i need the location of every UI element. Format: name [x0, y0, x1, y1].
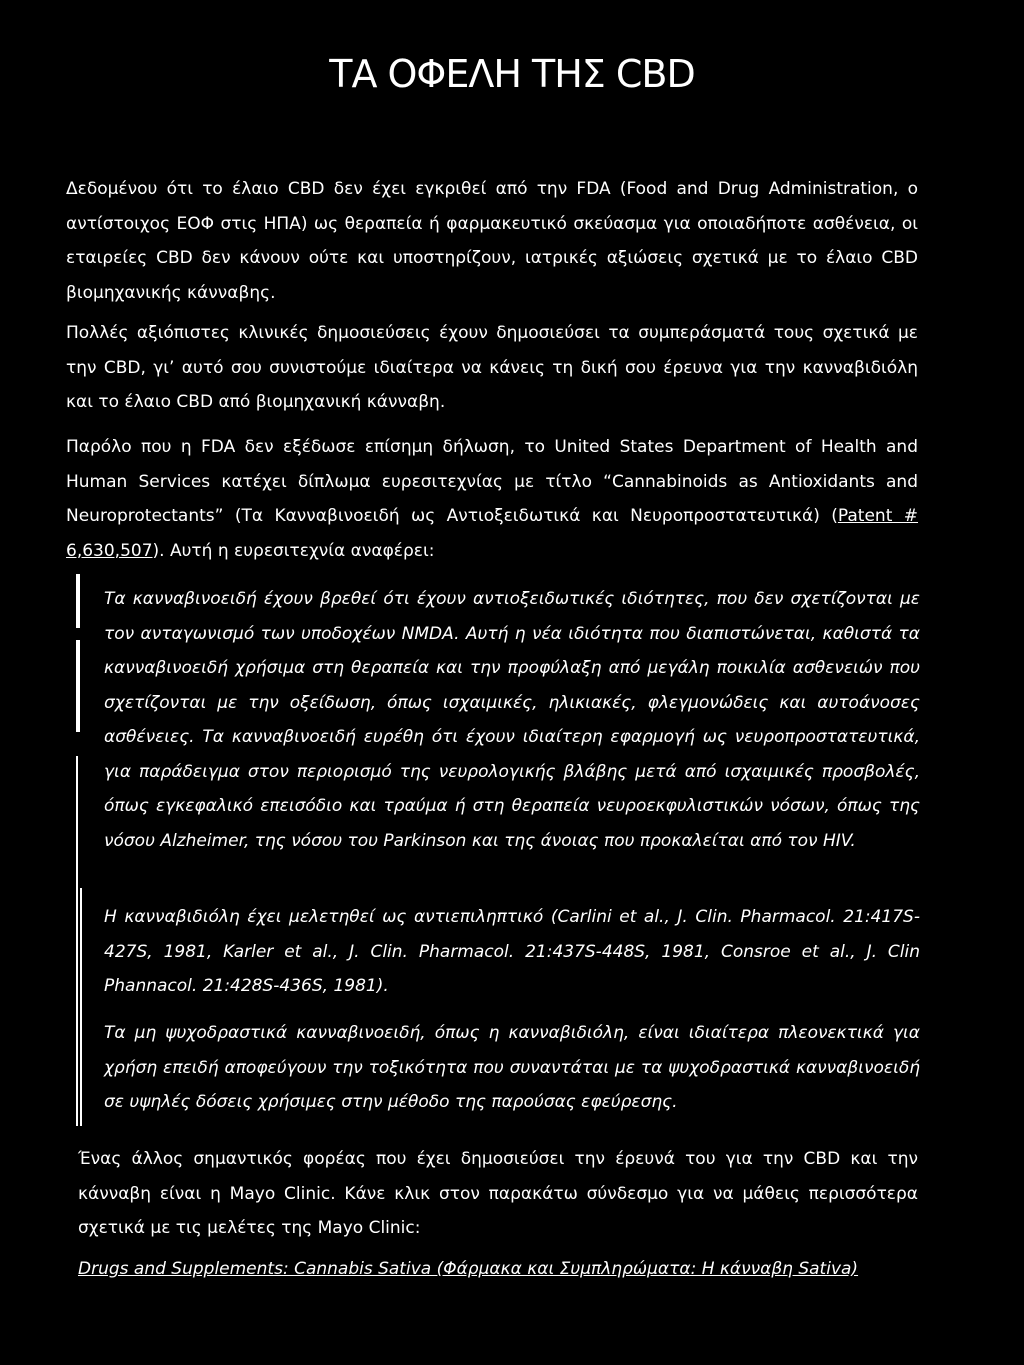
patent-quote-antiepileptic: Η κανναβιδιόλη έχει μελετηθεί ως αντιεπιληπτικό (Carlini et al., J. Clin. Pharmacol. 21:417S-427S, 1981, Karler et al., J. Clin. Pharmacol. 21:437S-448S, 1981, Consroe et al., J. Clin Phannacol. 21:428S-436S, 1981).	[104, 907, 920, 996]
intro-paragraph: Δεδομένου ότι το έλαιο CBD δεν έχει εγκριθεί από την FDA (Food and Drug Administration, ο αντίστοιχος ΕΟΦ στις ΗΠΑ) ως θεραπεία ή φαρμακευτικό σκεύασμα για οποιαδήποτε ασθένεια, οι εταιρείες CBD δεν κάνουν ούτε και υποστηρίζουν, ιατρικές αξιώσεις σχετικά με το έλαιο CBD βιομηχανικής κάνναβης.	[66, 179, 918, 303]
quote-bar	[80, 888, 82, 1126]
research-paragraph: Πολλές αξιόπιστες κλινικές δημοσιεύσεις έχουν δημοσιεύσει τα συμπεράσματά τους σχετικά με την CBD, γι’ αυτό σου συνιστούμε ιδιαίτερα να κάνεις τη δική σου έρευνα για την κανναβιδιόλη και το έλαιο CBD από βιομηχανική κάνναβη.	[66, 323, 918, 412]
patent-paragraph-text: Παρόλο που η FDA δεν εξέδωσε επίσημη δήλωση, το United States Department of Health and Human Services κατέχει δίπλωμα ευρεσιτεχνίας με τίτλο “Cannabinoids as Antioxidants and Neuroprotectants” (Τα Κανναβινοειδή ως Αντιοξειδωτικά και Νευροπροστατευτικά) (	[66, 437, 918, 526]
patent-link[interactable]: Patent # 6,630,507	[66, 506, 919, 561]
quote-bar	[76, 640, 80, 732]
quote-bar	[76, 574, 80, 628]
quote-bar	[76, 756, 78, 1126]
mayo-clinic-link[interactable]: Drugs and Supplements: Cannabis Sativa (Φάρμακα και Συμπληρώματα: Η κάνναβη Sativa)	[78, 1259, 859, 1279]
patent-quote-antioxidant: Τα κανναβινοειδή έχουν βρεθεί ότι έχουν αντιοξειδωτικές ιδιότητες, που δεν σχετίζονται με τον ανταγωνισμό των υποδοχέων NMDA. Αυτή η νέα ιδιότητα που διαπιστώνεται, καθιστά τα κανναβινοειδή χρήσιμα στη θεραπεία και την προφύλαξη από μεγάλη ποικιλία ασθενειών που σχετίζονται με την οξείδωση, όπως ισχαιμικές, ηλικιακές, φλεγμονώδεις και αυτοάνοσες ασθένειες. Τα κανναβινοειδή ευρέθη ότι έχουν ιδιαίτερη εφαρμογή ως νευροπροστατευτικά, για παράδειγμα στον περιορισμό της νευρολογικής βλάβης μετά από ισχαιμικές προσβολές, όπως εγκεφαλικό επεισόδιο και τραύμα ή στη θεραπεία νευροεκφυλιστικών νόσων, όπως της νόσου Alzheimer, της νόσου του Parkinson και της άνοιας που προκαλείται από τον HIV.	[104, 589, 920, 851]
page-title: ΤΑ ΟΦΕΛΗ ΤΗΣ CBD	[329, 52, 695, 96]
patent-paragraph-tail: ). Αυτή η ευρεσιτεχνία αναφέρει:	[152, 540, 435, 561]
patent-paragraph	[66, 430, 918, 568]
patent-quote-non-psychoactive: Τα μη ψυχοδραστικά κανναβινοειδή, όπως η κανναβιδιόλη, είναι ιδιαίτερα πλεονεκτικά για χρήση επειδή αποφεύγουν την τοξικότητα που συναντάται με τα ψυχοδραστικά κανναβινοειδή σε υψηλές δόσεις χρήσιμες στην μέθοδο της παρούσας εφεύρεσης.	[104, 1023, 920, 1112]
mayo-clinic-paragraph: Ένας άλλος σημαντικός φορέας που έχει δημοσιεύσει την έρευνά του για την CBD και την κάνναβη είναι η Mayo Clinic. Κάνε κλικ στον παρακάτω σύνδεσμο για να μάθεις περισσότερα σχετικά με τις μελέτες της Mayo Clinic:	[78, 1149, 918, 1238]
